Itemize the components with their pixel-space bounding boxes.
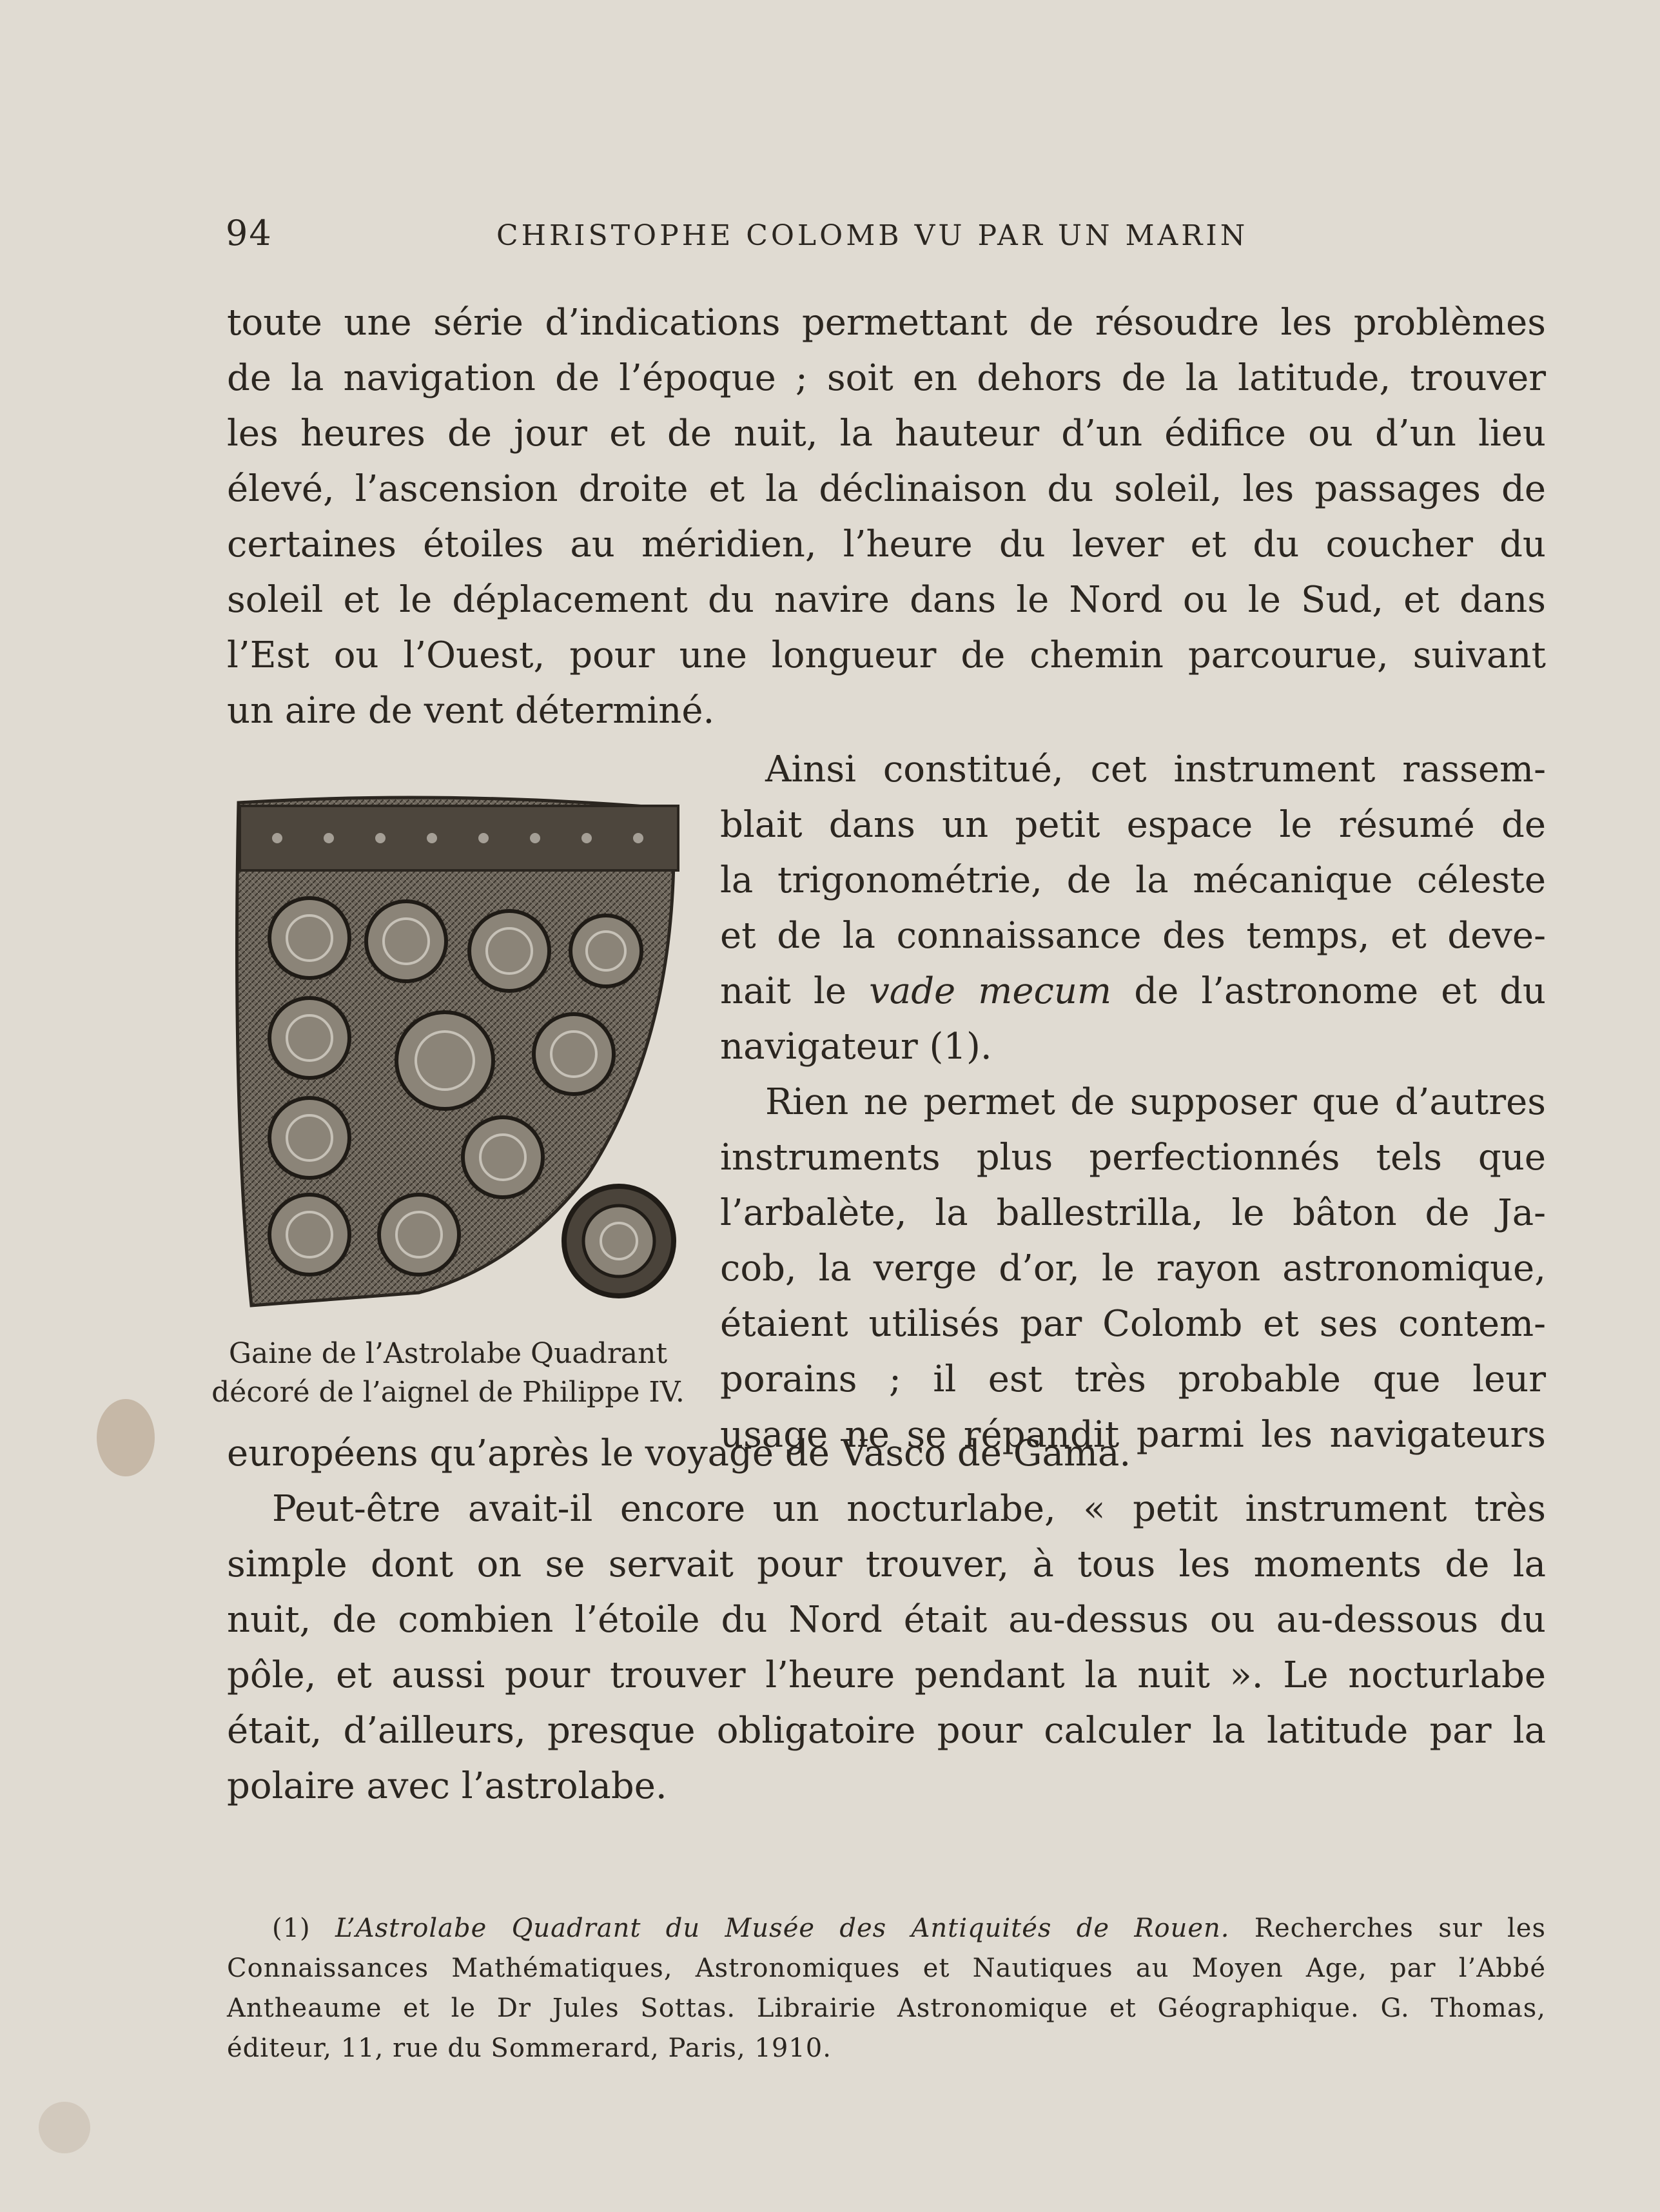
text-line: Rien ne permet de supposer que d’autres <box>765 1081 1546 1123</box>
text-line: simple dont on se servait pour trouver, à tous les moments de la <box>227 1543 1546 1585</box>
footnote-marker: (1) <box>272 1913 311 1943</box>
figure-caption <box>200 1335 696 1412</box>
text-line: porains ; il est très probable que leur <box>720 1358 1546 1400</box>
text-line: de la navigation de l’époque ; soit en dehors de la latitude, trouver <box>227 357 1546 399</box>
paragraph-3-continuation <box>227 1426 1546 1814</box>
text-line: instruments plus perfectionnés tels que <box>720 1137 1546 1179</box>
text-line: polaire avec l’astrolabe. <box>227 1765 667 1807</box>
text-line: la trigonométrie, de la mécanique céleste <box>720 859 1546 901</box>
text-line: l’arbalète, la ballestrilla, le bâton de Ja- <box>720 1192 1546 1234</box>
caption-line: Gaine de l’Astrolabe Quadrant <box>228 1337 668 1370</box>
text-line: et de la connaissance des temps, et deve- <box>720 915 1546 957</box>
text-line: cob, la verge d’or, le rayon astronomique, <box>720 1248 1546 1289</box>
italic-term: vade mecum <box>869 970 1112 1012</box>
text-line: pôle, et aussi pour trouver l’heure pendant la nuit ». Le nocturlabe <box>227 1654 1546 1696</box>
footnote <box>227 1908 1546 2068</box>
paragraph-1 <box>227 295 1546 739</box>
footnote-line: Antheaume et le Dr Jules Sottas. Librairie Astronomique et Géographique. G. Thomas, <box>227 1993 1546 2023</box>
text-line: Ainsi constitué, cet instrument rassem- <box>765 749 1546 790</box>
engraving-image <box>226 790 690 1318</box>
foxing-stain <box>39 2102 90 2153</box>
running-title: CHRISTOPHE COLOMB VU PAR UN MARIN <box>496 219 1249 252</box>
text-line: était, d’ailleurs, presque obligatoire pour calculer la latitude par la <box>227 1710 1546 1752</box>
text-line: soleil et le déplacement du navire dans le Nord ou le Sud, et dans <box>227 579 1546 621</box>
footnote-line <box>227 1908 1546 1948</box>
footnote-italic-title: L’Astrolabe Quadrant du Musée des Antiquités de Rouen. <box>335 1913 1230 1943</box>
text-line: un aire de vent déterminé. <box>227 690 715 732</box>
text-line-vade-mecum <box>720 964 1546 1019</box>
text-line: nuit, de combien l’étoile du Nord était au-dessus ou au-dessous du <box>227 1599 1546 1641</box>
text-line: européens qu’après le voyage de Vasco de Gama. <box>227 1433 1131 1474</box>
footnote-line: éditeur, 11, rue du Sommerard, Paris, 1910. <box>227 2033 832 2063</box>
text-line: l’Est ou l’Ouest, pour une longueur de chemin parcourue, suivant <box>227 634 1546 676</box>
text-line: blait dans un petit espace le résumé de <box>720 804 1546 846</box>
caption-line: décoré de l’aignel de Philippe IV. <box>211 1376 685 1409</box>
text-line: étaient utilisés par Colomb et ses contem- <box>720 1303 1546 1345</box>
text-line: élevé, l’ascension droite et la déclinaison du soleil, les passages de <box>227 468 1546 510</box>
text-line: usage ne se répandit parmi les navigateurs <box>720 1414 1546 1456</box>
page-header <box>226 213 1547 264</box>
text-line: Peut-être avait-il encore un nocturlabe, « petit instrument très <box>272 1488 1546 1530</box>
text-fragment: de l’astronome et du <box>1134 970 1546 1012</box>
paragraph-2 <box>720 742 1546 1463</box>
astrolabe-sheath-illustration <box>226 790 690 1370</box>
text-fragment: nait le <box>720 970 847 1012</box>
text-line: certaines étoiles au méridien, l’heure du lever et du coucher du <box>227 524 1546 565</box>
text-fragment: Recherches sur les <box>1254 1913 1546 1943</box>
text-line: navigateur (1). <box>720 1026 992 1068</box>
text-line: toute une série d’indications permettant de résoudre les problèmes <box>227 302 1546 344</box>
page-number: 94 <box>226 213 273 253</box>
text-line: les heures de jour et de nuit, la hauteur d’un édifice ou d’un lieu <box>227 413 1546 455</box>
footnote-line: Connaissances Mathématiques, Astronomiques et Nautiques au Moyen Age, par l’Abbé <box>227 1953 1546 1983</box>
foxing-stain <box>97 1399 155 1476</box>
